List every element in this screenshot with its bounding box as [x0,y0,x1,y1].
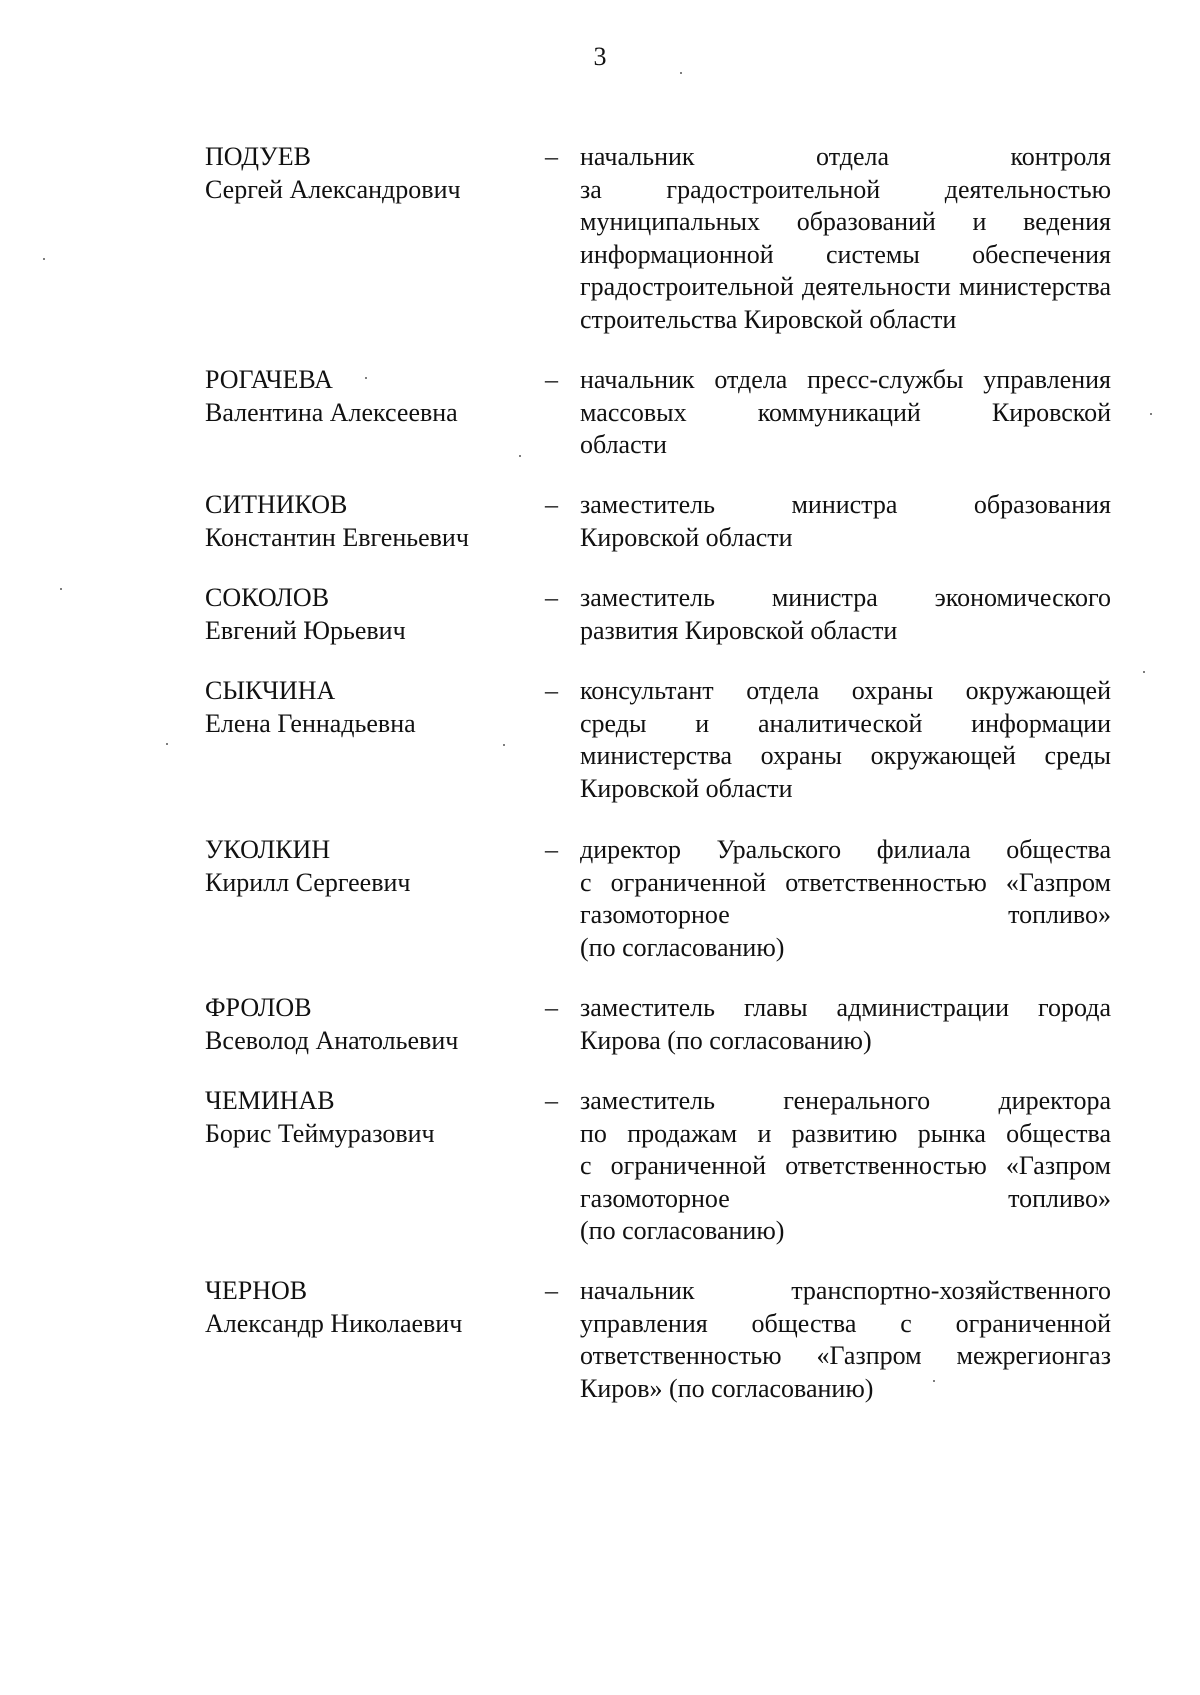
member-given-name: Елена Геннадьевна [205,708,416,738]
position-line: развития Кировской области [580,615,898,645]
position-line: с ограниченной ответственностью «Газпром [580,867,1111,897]
member-name [205,582,525,647]
member-surname: ПОДУЕВ [205,142,311,171]
position-line: начальник отдела контроля [580,142,1111,171]
position-line: с ограниченной ответственностью «Газпром [580,1151,1111,1180]
member-name [205,1085,525,1150]
dash-separator: – [545,490,558,519]
position-line: области [580,430,667,459]
position-line: массовых коммуникаций Кировской [580,397,1111,427]
member-name [205,992,525,1057]
position-line: за градостроительной деятельностью [580,174,1111,204]
position-line: консультант отдела охраны окружающей [580,676,1111,705]
member-position [580,1275,1111,1405]
member-surname: СОКОЛОВ [205,583,330,612]
member-position [580,141,1111,336]
member-name [205,489,525,554]
scan-speck [43,258,45,260]
position-line: ответственностью «Газпром межрегионгаз [580,1341,1111,1370]
member-position [580,675,1111,805]
position-line: начальник транспортно-хозяйственного [580,1276,1111,1305]
position-line: (по согласованию) [580,932,785,962]
scan-speck [60,588,62,590]
member-surname: СИТНИКОВ [205,490,348,519]
scan-speck [680,72,682,74]
scan-speck [519,455,521,457]
member-given-name: Борис Теймуразович [205,1118,435,1148]
position-line: начальник отдела пресс-службы управления [580,365,1111,394]
dash-separator: – [545,142,558,171]
member-surname: ФРОЛОВ [205,993,312,1022]
position-line: по продажам и развитию рынка общества [580,1118,1111,1148]
dash-separator: – [545,1276,558,1305]
member-position [580,489,1111,554]
scan-speck [166,743,168,745]
dash-separator: – [545,583,558,612]
member-position [580,1085,1111,1248]
member-surname: РОГАЧЕВА [205,365,333,394]
member-given-name: Евгений Юрьевич [205,615,406,645]
position-line: министерства охраны окружающей среды [580,741,1111,770]
dash-separator: – [545,835,558,864]
member-position [580,582,1111,647]
page-number: 3 [593,42,607,71]
position-line: Кировской области [580,522,793,552]
position-line: газомоторное топливо» [580,900,1111,929]
member-surname: СЫКЧИНА [205,676,336,705]
member-position [580,364,1111,462]
member-surname: ЧЕРНОВ [205,1276,308,1305]
member-given-name: Александр Николаевич [205,1308,463,1338]
position-line: заместитель генерального директора [580,1086,1111,1115]
dash-separator: – [545,676,558,705]
member-name [205,1275,525,1340]
member-surname: ЧЕМИНАВ [205,1086,335,1115]
position-line: заместитель министра образования [580,490,1111,519]
position-line: среды и аналитической информации [580,708,1111,738]
member-name [205,141,525,206]
member-name [205,675,525,740]
position-line: управления общества с ограниченной [580,1308,1111,1338]
position-line: заместитель министра экономического [580,583,1111,612]
member-position [580,834,1111,964]
member-position [580,992,1111,1057]
member-given-name: Всеволод Анатольевич [205,1025,459,1055]
position-line: директор Уральского филиала общества [580,835,1111,864]
position-line: муниципальных образований и ведения [580,207,1111,236]
scan-speck [503,744,505,746]
member-name [205,364,525,429]
position-line: (по согласованию) [580,1216,785,1245]
position-line: Кировской области [580,773,793,803]
member-given-name: Константин Евгеньевич [205,522,469,552]
scan-speck [1143,671,1145,673]
dash-separator: – [545,993,558,1022]
member-given-name: Сергей Александрович [205,174,461,204]
member-given-name: Валентина Алексеевна [205,397,458,427]
position-line: информационной системы обеспечения [580,239,1111,269]
position-line: градостроительной деятельности министерства [580,272,1111,301]
member-surname: УКОЛКИН [205,835,331,864]
position-line: газомоторное топливо» [580,1183,1111,1213]
scan-speck [933,1380,935,1382]
scan-speck [1150,413,1152,415]
member-given-name: Кирилл Сергеевич [205,867,411,897]
position-line: Кирова (по согласованию) [580,1025,872,1055]
position-line: заместитель главы администрации города [580,993,1111,1022]
member-name [205,834,525,899]
dash-separator: – [545,365,558,394]
scan-speck [365,377,367,379]
position-line: Киров» (по согласованию) [580,1373,874,1403]
dash-separator: – [545,1086,558,1115]
position-line: строительства Кировской области [580,304,957,334]
